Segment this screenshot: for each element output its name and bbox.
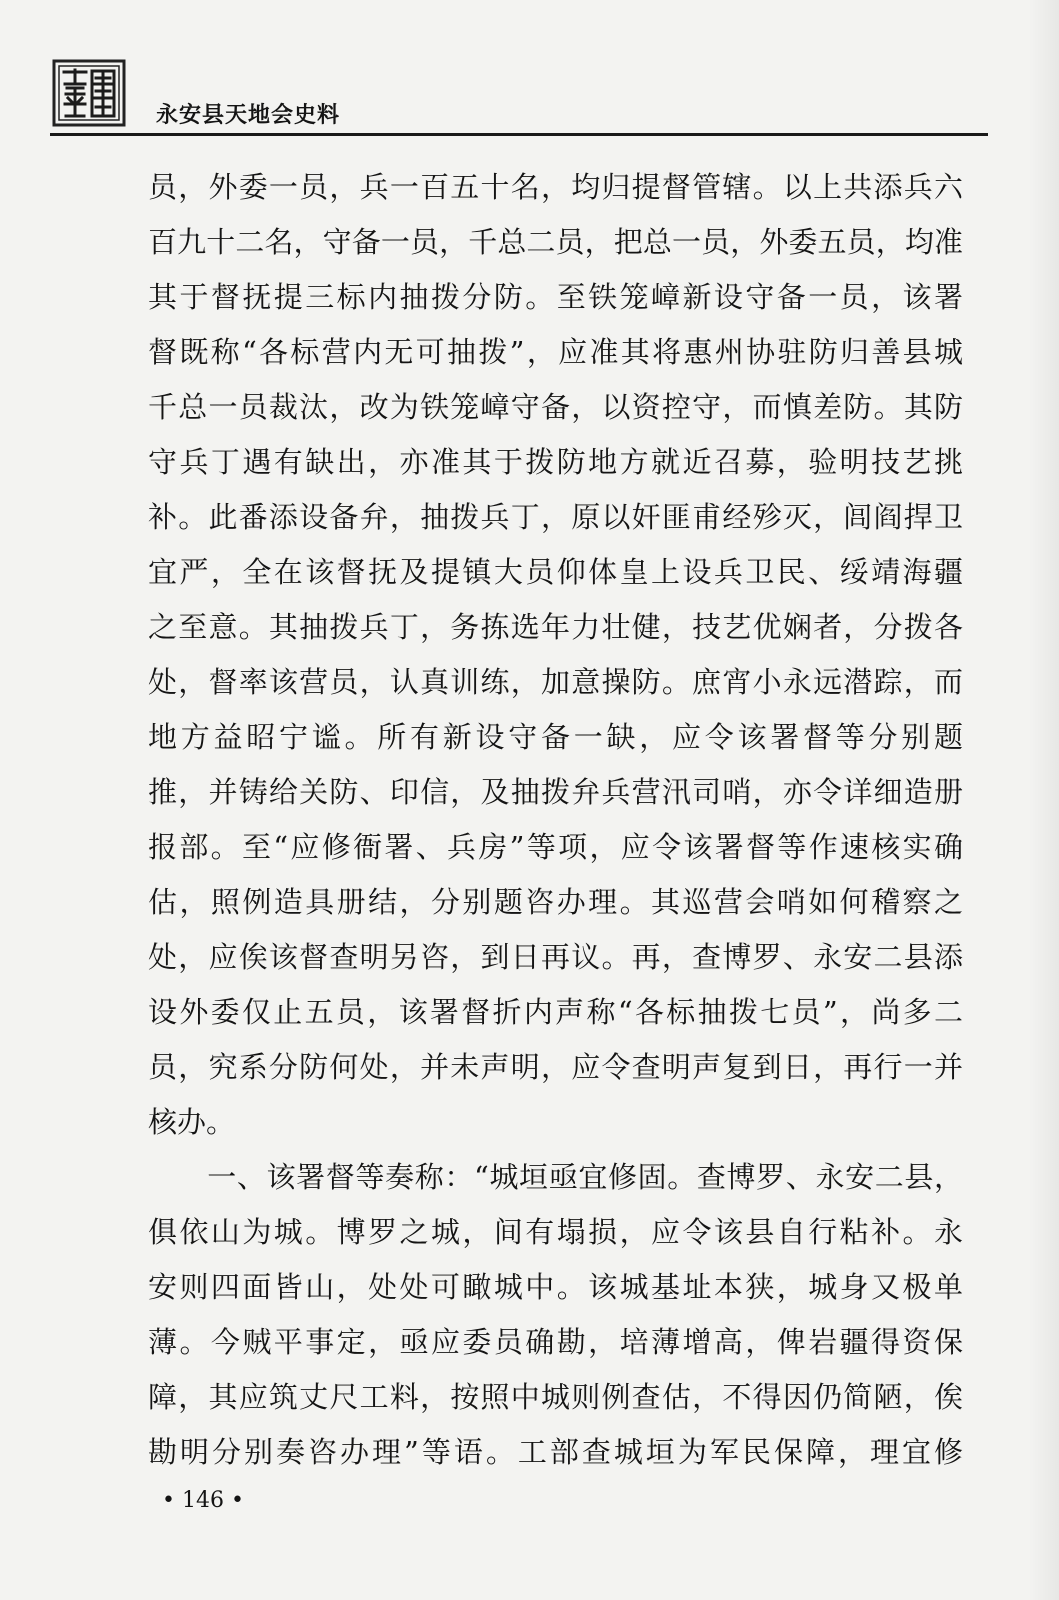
text-line: 督既称“各标营内无可抽拨”，应准其将惠州协驻防归善县城 bbox=[148, 335, 963, 369]
header-rule bbox=[50, 133, 988, 136]
seal-logo-icon bbox=[52, 58, 126, 128]
text-line: 安则四面皆山，处处可瞰城中。该城基址本狭，城身又极单 bbox=[148, 1270, 963, 1304]
text-line: 守兵丁遇有缺出，亦准其于拨防地方就近召募，验明技艺挑 bbox=[148, 445, 963, 479]
text-line: 设外委仅止五员，该署督折内声称“各标抽拨七员”，尚多二 bbox=[148, 995, 963, 1029]
text-line: 地方益昭宁谧。所有新设守备一缺，应令该署督等分别题 bbox=[148, 720, 963, 754]
text-line: 员，外委一员，兵一百五十名，均归提督管辖。以上共添兵六 bbox=[148, 170, 963, 204]
text-line: 一、该署督等奏称：“城垣亟宜修固。查博罗、永安二县， bbox=[148, 1160, 963, 1194]
text-line: 勘明分别奏咨办理”等语。工部查城垣为军民保障，理宜修 bbox=[148, 1435, 963, 1469]
text-line: 估，照例造具册结，分别题咨办理。其巡营会哨如何稽察之 bbox=[148, 885, 963, 919]
text-line: 之至意。其抽拨兵丁，务拣选年力壮健，技艺优娴者，分拨各 bbox=[148, 610, 963, 644]
page-number: • 146 • bbox=[162, 1488, 244, 1513]
text-line: 处，应俟该督查明另咨，到日再议。再，查博罗、永安二县添 bbox=[148, 940, 963, 974]
text-line: 员，究系分防何处，并未声明，应令查明声复到日，再行一并 bbox=[148, 1050, 963, 1084]
text-line: 宜严，全在该督抚及提镇大员仰体皇上设兵卫民、绥靖海疆 bbox=[148, 555, 963, 589]
text-line: 百九十二名，守备一员，千总二员，把总一员，外委五员，均准 bbox=[148, 225, 963, 259]
text-line: 报部。至“应修衙署、兵房”等项，应令该署督等作速核实确 bbox=[148, 830, 963, 864]
text-line: 处，督率该营员，认真训练，加意操防。庶宵小永远潜踪，而 bbox=[148, 665, 963, 699]
text-line: 俱依山为城。博罗之城，间有塌损，应令该县自行粘补。永 bbox=[148, 1215, 963, 1249]
text-line: 障，其应筑丈尺工料，按照中城则例查估，不得因仍简陋，俟 bbox=[148, 1380, 963, 1414]
text-line: 薄。今贼平事定，亟应委员确勘，培薄增高，俾岩疆得资保 bbox=[148, 1325, 963, 1359]
running-header-title: 永安县天地会史料 bbox=[156, 103, 341, 128]
text-line: 推，并铸给关防、印信，及抽拨弁兵营汛司哨，亦令详细造册 bbox=[148, 775, 963, 809]
text-line: 补。此番添设备弁，抽拨兵丁，原以奸匪甫经殄灭，闾阎捍卫 bbox=[148, 500, 963, 534]
scan-edge-shadow bbox=[1029, 0, 1059, 1600]
text-line: 其于督抚提三标内抽拨分防。至铁笼嶂新设守备一员，该署 bbox=[148, 280, 963, 314]
text-line: 千总一员裁汰，改为铁笼嶂守备，以资控守，而慎差防。其防 bbox=[148, 390, 963, 424]
text-line: 核办。 bbox=[148, 1105, 236, 1139]
